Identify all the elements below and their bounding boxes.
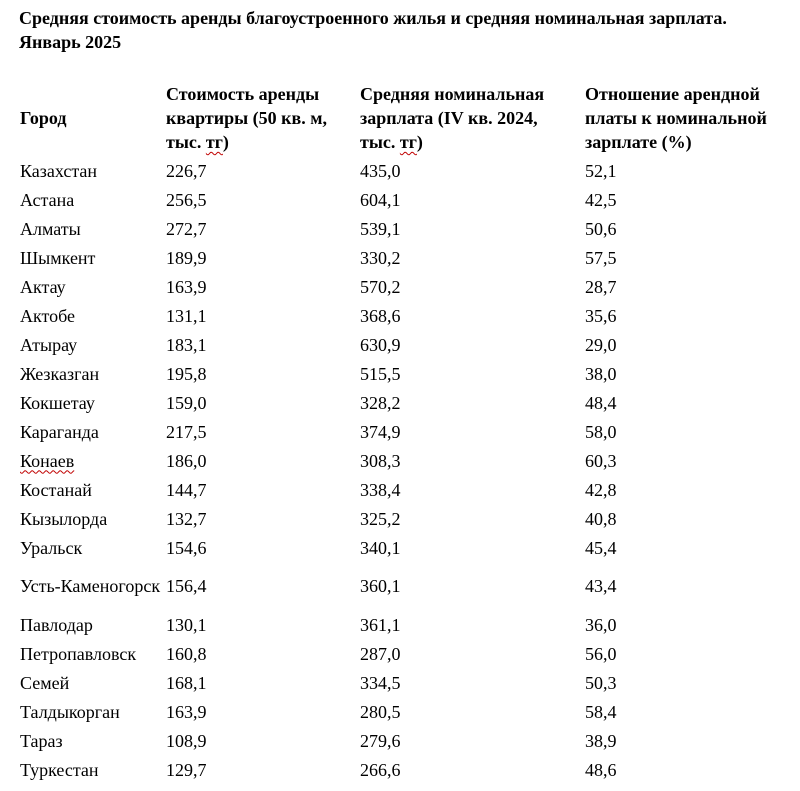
- cell-ratio: 29,0: [585, 334, 617, 355]
- cell-salary: 308,3: [360, 450, 401, 471]
- cell-ratio: 48,4: [585, 392, 617, 413]
- cell-ratio: 57,5: [585, 247, 617, 268]
- cell-ratio: 28,7: [585, 276, 617, 297]
- cell-salary: 328,2: [360, 392, 401, 413]
- cell-city: Туркестан: [20, 759, 99, 780]
- header-salary: [360, 80, 585, 156]
- cell-ratio: 58,0: [585, 421, 617, 442]
- cell-rent: 186,0: [166, 450, 207, 471]
- cell-rent: 256,5: [166, 189, 207, 210]
- header-city: Город: [20, 108, 67, 128]
- cell-rent: 163,9: [166, 701, 207, 722]
- header-salary-unit-tg: тг: [399, 132, 417, 152]
- cell-rent: 130,1: [166, 614, 207, 635]
- cell-salary: 266,6: [360, 759, 401, 780]
- cell-rent: 129,7: [166, 759, 207, 780]
- table-row: [20, 533, 800, 562]
- cell-city: Уральск: [20, 537, 83, 558]
- cell-rent: 132,7: [166, 508, 207, 529]
- cell-city: Актобе: [20, 305, 76, 326]
- header-salary-label: Средняя номинальная зарплата (IV кв. 2024,: [360, 84, 545, 128]
- table-row: [20, 330, 800, 359]
- cell-salary: 604,1: [360, 189, 401, 210]
- cell-rent: 217,5: [166, 421, 207, 442]
- cell-ratio: 35,6: [585, 305, 617, 326]
- table-row: [20, 475, 800, 504]
- cell-city: Усть-Каменогорск: [20, 576, 161, 596]
- cell-salary: 287,0: [360, 643, 401, 664]
- cell-ratio: 60,3: [585, 450, 617, 471]
- cell-salary: 280,5: [360, 701, 401, 722]
- cell-rent: 108,9: [166, 730, 207, 751]
- cell-salary: 325,2: [360, 508, 401, 529]
- cell-ratio: 52,1: [585, 160, 617, 181]
- table-row: [20, 639, 800, 668]
- cell-salary: 570,2: [360, 276, 401, 297]
- cell-ratio: 38,9: [585, 730, 617, 751]
- cell-rent: 156,4: [166, 576, 207, 596]
- cell-ratio: 42,8: [585, 479, 617, 500]
- cell-city: Кызылорда: [20, 508, 108, 529]
- cell-rent: 189,9: [166, 247, 207, 268]
- cell-rent: 168,1: [166, 672, 207, 693]
- cell-salary: 338,4: [360, 479, 401, 500]
- cell-city: Алматы: [20, 218, 81, 239]
- cell-city: Актау: [20, 276, 66, 297]
- cell-rent: 154,6: [166, 537, 207, 558]
- cell-salary: 361,1: [360, 614, 401, 635]
- cell-salary: 539,1: [360, 218, 401, 239]
- cell-ratio: 56,0: [585, 643, 617, 664]
- table-row: [20, 668, 800, 697]
- cell-city-text: Конаев: [20, 450, 75, 471]
- header-salary-unit-suffix: ): [416, 132, 423, 152]
- cell-salary: 368,6: [360, 305, 401, 326]
- header-rent-unit-suffix: ): [222, 132, 229, 152]
- cell-salary: 330,2: [360, 247, 401, 268]
- cell-rent: 195,8: [166, 363, 207, 384]
- cell-ratio: 45,4: [585, 537, 617, 558]
- table-row: [20, 697, 800, 726]
- cell-ratio: 40,8: [585, 508, 617, 529]
- cell-city: Караганда: [20, 421, 99, 442]
- cell-rent: 226,7: [166, 160, 207, 181]
- table-row: [20, 214, 800, 243]
- cell-city: [20, 446, 166, 475]
- table-header-row: [20, 80, 800, 156]
- table-row: [20, 446, 800, 475]
- cell-rent: 163,9: [166, 276, 207, 297]
- cell-rent: 131,1: [166, 305, 207, 326]
- table-row: [20, 726, 800, 755]
- cell-rent: 272,7: [166, 218, 207, 239]
- table-row: [20, 610, 800, 639]
- header-rent-label: Стоимость аренды квартиры (50 кв. м,: [166, 84, 327, 128]
- cell-rent: 160,8: [166, 643, 207, 664]
- header-salary-unit-prefix: тыс.: [360, 132, 400, 152]
- cell-salary: 374,9: [360, 421, 401, 442]
- cell-salary: 279,6: [360, 730, 401, 751]
- table-row: [20, 755, 800, 784]
- table-row: [20, 156, 800, 185]
- cell-salary: 340,1: [360, 537, 401, 558]
- header-rent-unit-tg: тг: [205, 132, 223, 152]
- document-title: Средняя стоимость аренды благоустроенного жилья и средняя номинальная зарплата. Январь 2025: [19, 8, 727, 52]
- table-row: [20, 388, 800, 417]
- cell-city: Павлодар: [20, 614, 93, 635]
- cell-city: Кокшетау: [20, 392, 95, 413]
- table-body: [20, 156, 800, 784]
- cell-salary: 360,1: [360, 576, 401, 596]
- cell-ratio: 48,6: [585, 759, 617, 780]
- cell-city: Астана: [20, 189, 75, 210]
- cell-rent: 159,0: [166, 392, 207, 413]
- cell-salary: 630,9: [360, 334, 401, 355]
- cell-city: Петропавловск: [20, 643, 137, 664]
- cell-salary: 515,5: [360, 363, 401, 384]
- cell-city: Тараз: [20, 730, 63, 751]
- table-row: [20, 562, 800, 610]
- cell-ratio: 50,6: [585, 218, 617, 239]
- cell-city: Шымкент: [20, 247, 96, 268]
- cell-ratio: 58,4: [585, 701, 617, 722]
- header-ratio: Отношение арендной платы к номинальной зарплате (%): [585, 84, 767, 152]
- table-row: [20, 185, 800, 214]
- cell-city: Костанай: [20, 479, 92, 500]
- cell-city: Атырау: [20, 334, 78, 355]
- header-rent-unit-prefix: тыс.: [166, 132, 206, 152]
- table-row: [20, 272, 800, 301]
- cell-rent: 183,1: [166, 334, 207, 355]
- cell-ratio: 50,3: [585, 672, 617, 693]
- cell-rent: 144,7: [166, 479, 207, 500]
- cell-city: Талдыкорган: [20, 701, 120, 722]
- cell-salary: 334,5: [360, 672, 401, 693]
- cell-salary: 435,0: [360, 160, 401, 181]
- table-row: [20, 301, 800, 330]
- header-rent: [166, 80, 360, 156]
- cell-ratio: 36,0: [585, 614, 617, 635]
- cell-city: Семей: [20, 672, 70, 693]
- table-row: [20, 417, 800, 446]
- table-row: [20, 243, 800, 272]
- table-row: [20, 359, 800, 388]
- cell-ratio: 42,5: [585, 189, 617, 210]
- cell-city: Казахстан: [20, 160, 98, 181]
- cell-city: Жезказган: [20, 363, 100, 384]
- table-row: [20, 504, 800, 533]
- rent-salary-table: [20, 80, 800, 784]
- cell-ratio: 43,4: [585, 576, 617, 596]
- cell-ratio: 38,0: [585, 363, 617, 384]
